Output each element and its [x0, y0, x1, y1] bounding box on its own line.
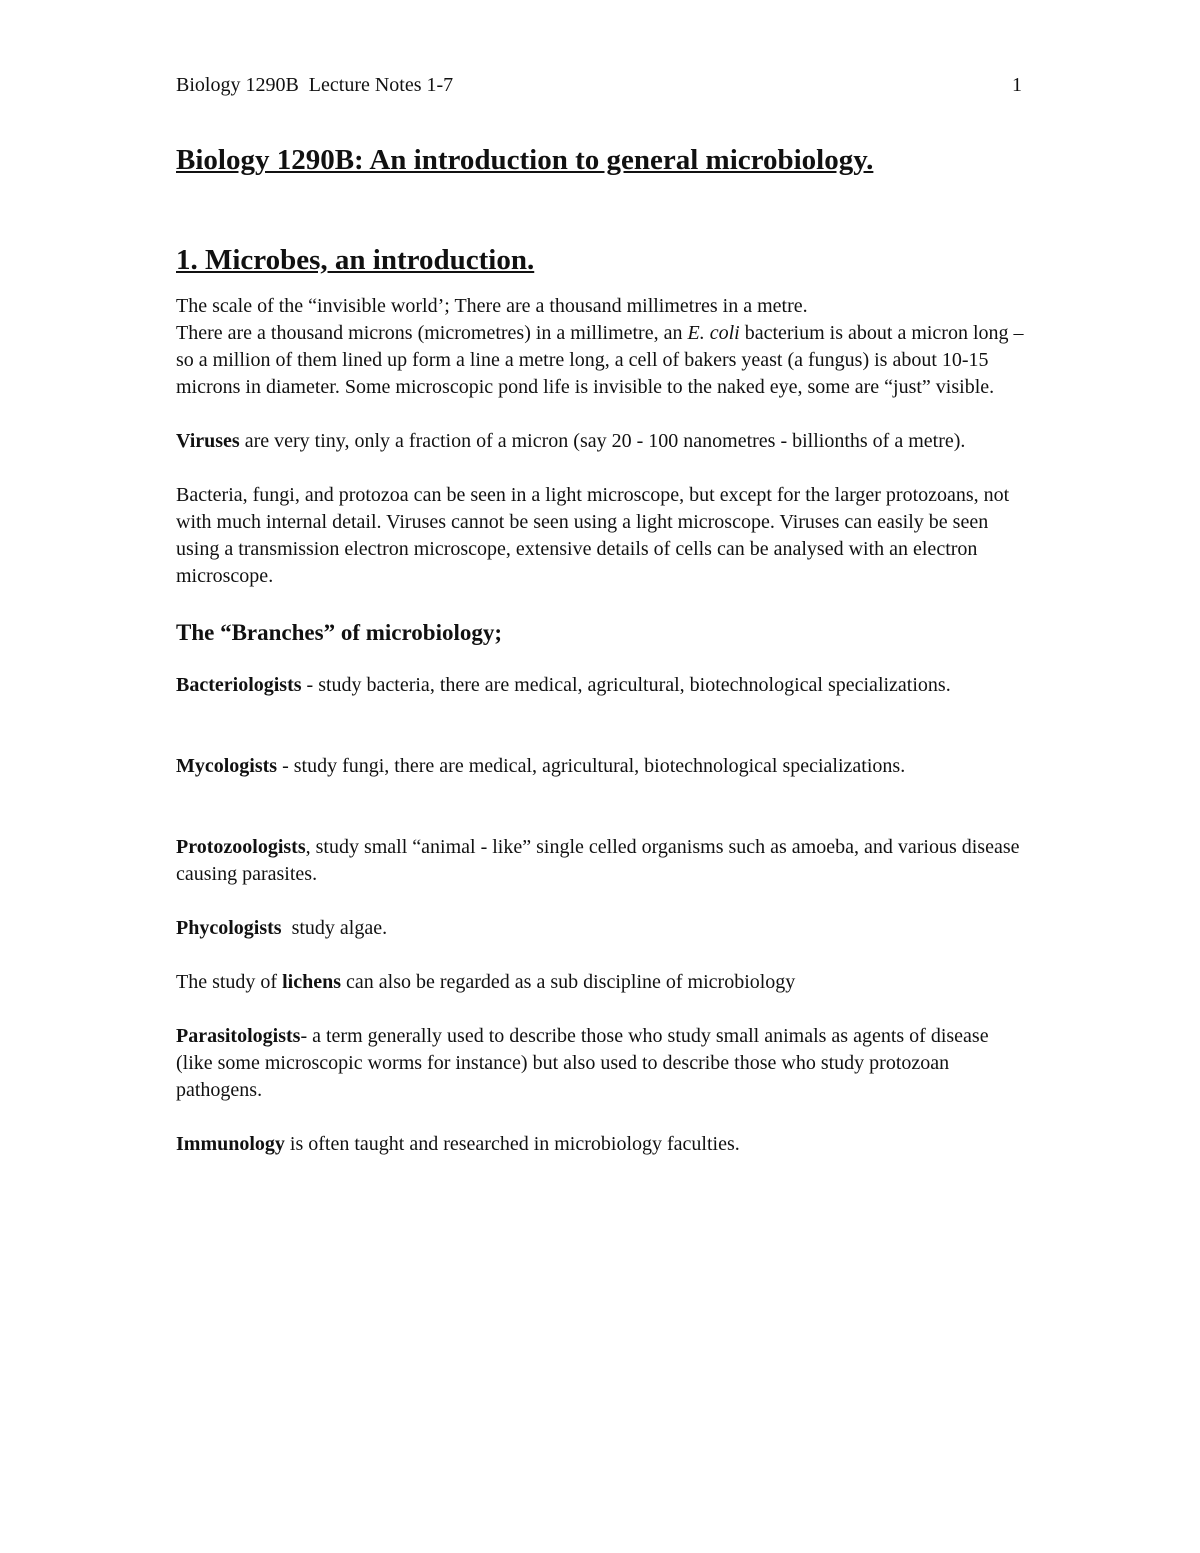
intro-text-post: bacterium is about a micron long – so a million of them lined up form a line a metre long, a cell of bakers yeast (a fungus) is about 10-15 microns in diameter. Some microscopic pond life is invisible to the naked eye, some are “just” visible.	[176, 322, 1024, 398]
protozoologists-text: , study small “animal - like” single celled organisms such as amoeba, and various disease causing parasites.	[176, 836, 1020, 885]
bacteriologists-term: Bacteriologists	[176, 674, 302, 696]
protozoologists-term: Protozoologists	[176, 836, 306, 858]
phycologists-term: Phycologists	[176, 917, 282, 939]
mycologists-paragraph	[176, 753, 1026, 780]
bacteriologists-paragraph	[176, 672, 1026, 699]
intro-text-pre: There are a thousand microns (micrometres) in a millimetre, an	[176, 322, 688, 344]
viruses-paragraph	[176, 428, 1026, 455]
bacteriologists-text: - study bacteria, there are medical, agricultural, biotechnological specializations.	[301, 674, 951, 696]
lichens-text: can also be regarded as a sub discipline of microbiology	[341, 971, 796, 993]
phycologists-paragraph	[176, 915, 1026, 942]
viruses-text: are very tiny, only a fraction of a micron (say 20 - 100 nanometres - billionths of a metre).	[239, 430, 966, 452]
page-number: 1	[1012, 74, 1022, 96]
lichens-term: lichens	[282, 971, 341, 993]
immunology-term: Immunology	[176, 1133, 285, 1155]
phycologists-text: study algae.	[281, 917, 388, 939]
protozoologists-paragraph	[176, 834, 1026, 888]
immunology-paragraph	[176, 1131, 1026, 1158]
document-title: Biology 1290B: An introduction to general microbiology.	[176, 144, 874, 176]
parasitologists-term: Parasitologists	[176, 1025, 301, 1047]
microscopy-paragraph: Bacteria, fungi, and protozoa can be seen in a light microscope, but except for the larger protozoans, not with much internal detail. Viruses cannot be seen using a light microscope. Viruses can easily be seen using a transmission electron microscope, extensive details of cells can be analysed with an electron microscope.	[176, 484, 1010, 587]
page-body	[176, 141, 1026, 1158]
parasitologists-paragraph	[176, 1023, 1026, 1104]
mycologists-text: - study fungi, there are medical, agricultural, biotechnological specializations.	[277, 755, 906, 777]
intro-line-1: The scale of the “invisible world’; There are a thousand millimetres in a metre.	[176, 295, 808, 317]
section-heading: 1. Microbes, an introduction.	[176, 244, 535, 276]
lichens-paragraph	[176, 969, 1026, 996]
branches-heading: The “Branches” of microbiology;	[176, 620, 503, 645]
running-title: Biology 1290B Lecture Notes 1-7	[176, 74, 454, 96]
viruses-term: Viruses	[176, 430, 240, 452]
intro-paragraph	[176, 293, 1026, 401]
lichens-pre: The study of	[176, 971, 283, 993]
ecoli-term: E. coli	[687, 322, 740, 344]
mycologists-term: Mycologists	[176, 755, 278, 777]
parasitologists-text: - a term generally used to describe those who study small animals as agents of disease (like some microscopic worms for instance) but also used to describe those who study protozoan pathogens.	[176, 1025, 989, 1101]
immunology-text: is often taught and researched in microbiology faculties.	[284, 1133, 740, 1155]
page-header	[176, 72, 1022, 98]
